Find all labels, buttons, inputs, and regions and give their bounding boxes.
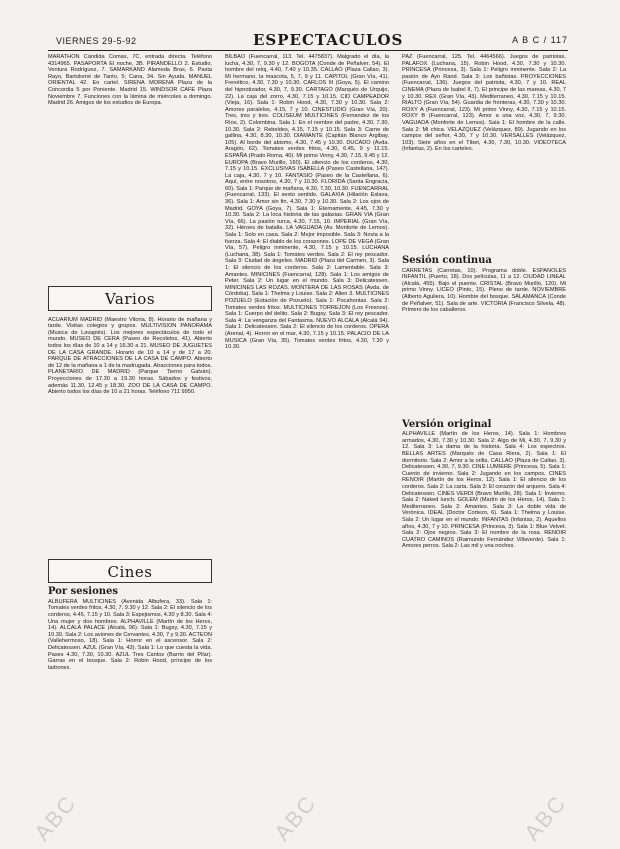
varios-heading: Varios [104, 290, 156, 308]
page-header [48, 30, 568, 48]
middle-column [225, 54, 389, 844]
cinema-listings-continued-text: PAZ (Fuencarral, 125. Tel. 4464566). Juegos de patriotas. PALAFOX (Luchana, 15). Robin Hood, 4.30, 7.30 y 10.30. PRINCESA (Princesa, 3). Sala 1: Peligro inminente. Sala 2: La pasión de Ayn Rand. Sala 3: Los bañistas. PROYECCIONES (Fuencarral, 136). Juegos del patriota, 4.30, 7 y 10. REAL CINEMA (Plaza de Isabel II, 7). El principe de las mareas, 4.30, 7 y 10.30. REX (Gran Vía, 43). Mediterraneo, 4.30, 7.15 y 10.15. RIALTO (Gran Vía, 54). Guardia de fronteras, 4.30, 7.30 y 10.30. ROXY A (Fuencarral, 123). Mi primo Vinny, 4.30, 7.15 y 10.15. ROXY B (Fuencarral, 123). Amor a una voz, 4.30, 7, 9.30. VAGUADA (Monforte de Lemos). Sala 1: El hombre de la calle. Sala 2: Mi chica. VELAZQUEZ (Velázquez, 89). Jugando en los campos del señor, 4.30, 7 y 10.30. VERSALLES (Velázquez, 103). Siete años en el Tíbet, 4.30, 7.30, 10.30. VIDEOTECA (Infantas, 2). En los carteles. [402, 54, 566, 153]
continua-listings [402, 268, 566, 418]
original-heading: Versión original [402, 418, 492, 430]
watermark-bottom-right: ABC [519, 790, 572, 846]
sesiones-heading: Por sesiones [48, 586, 119, 598]
cinema-listings-continued [402, 54, 566, 254]
section-title: ESPECTACULOS [253, 31, 404, 49]
theater-listings-text: MARATHON Cándida Comas, 7C, entrada directa. Teléfono 4314965. PASAPORTA El noche, 3B. PIRANDELLO 2. Estudio, Ventura Rodríguez, 7. SAMARKAND Alameda Bras, 6. Pasta Rayo, Bartolomé de Tanto, 5; Cana, 34. Sin Ayuda. MANUEL ORIENTAL 42. En cartel. SIRENA MORENA Plaza de la Concordia 5 por Poniente. Madrid 15. WINDSOR CAFE Plaza Noviembre 7. Funciones con la lámina de miércoles a domingo. Madrid 26. Amigos de los estudios de Europa. [48, 54, 212, 107]
varios-listings-text: ACUARIUM MADRID (Maestro Vitoria, 8). Horario de mañana y tarde. Visitas colegios y grupos. MULTIVISION PANORAMA (Musica de Lavapiés). Los mejores espectáculos de todo el mundo. MUSEO DE CERA (Paseo de Recoletos, 41). Abierto todos los días de 10 a 14 y 16.30 a 21. MUSEO DE JUGUETES DE LA CASA GRANDE. Horario de 10 a 14 y de 17 a 20. PARQUE DE ATRACCIONES DE LA CASA DE CAMPO. Abierto de 12 de la mañana a 1 de la madrugada. Atracciones para todos. PLANETARIO DE MADRID (Parque Tierno Galván). Proyecciones de 17.30 a 19.30 horas. Sábados y festivos, además 11.30, 12.45 y 18.30. ZOO DE LA CASA DE CAMPO. Abierto todos los días de 10 a 21 horas. Teléfono 711 9950. [48, 316, 212, 396]
original-listings [402, 431, 566, 821]
issue-date: VIERNES 29-5-92 [56, 36, 137, 46]
continua-heading: Sesión continua [402, 255, 492, 266]
page-number: A B C / 117 [512, 35, 568, 45]
varios-listings [48, 317, 212, 549]
sesiones-listings-text: ALBUFERA MULTICINES (Avenida Albufera, 33). Sala 1: Tomates verdes fritos, 4.30, 7, 9.30 y 12. Sala 2: El silencio de los corderos, 4.45, 7.15 y 10. Sala 3: Espejismos, 4.30 y 8.30. Sala 4: Una mujer y dos hombres. ALPHAVILLE (Martín de los Heros, 14). ALCALA PALACE (Alcalá, 96). Sala 1: Bugsy, 4.30, 7.15 y 10.30. Sala 2: Los aviones de Cervantes, 4.30, 7 y 9.30. ACTEON (Vallehermoso, 18). Sala 1: Horror en el ascensor. Sala 2: Delicatessen. AZUL (Gran Vía, 43). Sala 1: Lo que cuesta la vida. Pases 4.30, 7.30, 10.30. AZUL Tres Cantos (Barrio del Pilar). Garras en el bosque. Sala 2: Robin Hood, príncipe de los ladrones. [48, 598, 212, 671]
cinema-listings [225, 54, 389, 844]
left-column [48, 54, 212, 834]
watermark-bottom-center: ABC [269, 790, 322, 846]
cines-heading: Cines [107, 562, 153, 581]
theater-listings [48, 54, 212, 282]
header-rule [48, 50, 568, 51]
original-listings-text: ALPHAVILLE (Martín de los Heros, 14). Sala 1: Hombres armados, 4.30, 7.30 y 10.30. Sala 2: Algo de Mi, 4.30, 7, 9.30 y 12. Sala 3: La dama de la historia. Sala 4: Los espectros. BELLAS ARTES (Marqués de Casa Riera, 2). Sala 1: El dormitorio. Sala 2: Amor a la orilla. CALLAO (Plaza de Callao, 3). Delicatessen, 4.30, 7, 9.30. CINE LUMIERE (Princesa, 5). Sala 1: Cuento de invierno. Sala 2: Jugando en los campos. CINES RENOIR (Martín de los Heros, 12). Sala 1: El silencio de los corderos. Sala 2: La carta. Sala 3: El corazón del arquero. Sala 4: Delicatessen. CINES VERDI (Bravo Murillo, 28). Sala 1: Invierno. Sala 2: Naked lunch. GOLEM (Martín de los Heros, 14). Sala 1: Mediterraneo. Sala 2: Amantes. Sala 3: La doble vida de Verónica. IDEAL (Doctor Cortezo, 6). Sala 1: Thelma y Louise. Sala 2: Un lugar en el mundo. INFANTAS (Infantas, 2). Aquellos años, 4.30, 7 y 10. PRINCESA (Princesa, 3). Sala 1: Blue Velvet. Sala 2: Ojos negros. Sala 3: El nombre de la rosa. RENOIR CUATRO CAMINOS (Raimundo Fernández Villaverde). Sala 1: Amores perros. Sala 2: Las mil y una noches. [402, 431, 566, 550]
right-column [402, 54, 566, 844]
continua-listings-text: CARRETAS (Carretas, 10). Programa doble. ESPAÑOLES INFANTIL (Puerto, 18). Dos películas, 11 a 12. CIUDAD LINEAL (Alcalá, 455). Bajo el puente. CRISTAL (Bravo Murillo, 120). Mi primo Vinny. LICEO (Pinto, 15). Pleno de tarde. NOVIEMBRE (Alberto Aguilera, 10). Hombre del bosque. SALAMANCA (Conde de Peñalver, 51). Sala de arte. VICTORIA (Francisco Silvela, 48). Primero de los caballeros. [402, 267, 566, 314]
varios-heading-box [48, 286, 212, 311]
sesiones-listings [48, 599, 212, 809]
cinema-listings-text: BILBAO (Fuencarral, 113. Tel. 4475837). Malgrado el día, la lucha, 4.30, 7, 9.30 y 12. BOGOTA (Conde de Peñalver, 54). El hombre del reloj, 4.40, 7.40 y 10.35. CALLAO (Plaza Callao, 3). Mi hermano, la mascota, 5, 7, 9 y 11. CAPITOL (Gran Vía, 41). Frenético, 4.30, 7.30 y 10.30. CARLOS III (Goya, 5). El camino del hipnotizador, 4.30, 7, 9.30. CARTAGO (Marqués de Urquijo, 22). La caja del zorro, 4.30, 7.15 y 10.15. CID CAMPEADOR (Vieja, 16). Sala 1: Robin Hood, 4.30, 7.30 y 10.30. Sala 2: Amores paralelos, 4.15, 7 y 10. CINESTUDIO (Gran Vía, 20). Tres, tres y tres. COLISEUM MULTICINES (Fernandez de los Ríos, 2). Colombina. Sala 1: En el nombre del padre, 4.30, 7.30, 10.30. Sala 2: Rebeldes, 4.15, 7.15 y 10.15. Sala 3: Carne de gallina, 4.30, 8.30, 10.30. DIAMANTE (Capitán Blanco Argibay, 105). Al borde del abismo, 4.30, 7.45 y 10.30. DUCADO (Avda. Aragón, 62). Tomates verdes fritos, 4.30, 6.45, 9 y 11.15. ESPAÑA (Prado Roma, 40). Mi primo Vinny, 4.30, 7.15, 9.45 y 12. EUROPA (Bravo Murillo, 160). El silencio de los corderos, 4.30, 7.15 y 10.15. EXCLUSIVAS ISABELLA (Paseo Castellana, 147). La caja, 4.30, 7 y 10. FANTASIO (Paseo de la Castellana, 6). Aquí, entre nosotros, 4.30, 7 y 10.30. FLORIDA (Santa Engracia, 60). Sala 1: Parque de mañana, 4.30, 7.30, 10.30. FUENCARRAL (Fuencarral, 133). El sexto sentido. GALAXIA (Hilarión Eslava, 36). Sala 1: Amor sin fin, 4.30, 7.30 y 10.30. Sala 2: Los ojos de Madrid. GOYA (Goya, 7). Sala 1: Eternamente, 4.45, 7.30 y 10.30. Sala 2: La loca historia de las galaxias. GRAN VIA (Gran Vía, 66). La pasión turca, 4.30, 7.15, 10. IMPERIAL (Gran Vía, 32). Héroes de batalla. LA VAGUADA (Av. Monforte de Lemos). Sala 1: Solo en casa. Sala 2: Mejor imposible. Sala 3: Novia a la fuerza. Sala 4: El diablo de los corazones. LOPE DE VEGA (Gran Vía, 57). Peligro inminente, 4.30, 7.15 y 10.15. LUCHANA (Luchana, 38). Sala 1: Tomates verdes. Sala 2: El rey pescador. Sala 3: Ciudad de ángeles. MADRID (Plaza del Carmen, 3). Sala 1: El silencio de los corderos. Sala 2: Lamentable. Sala 3: Amantes. MINICINES (Fuencarral, 128). Sala 1: Los amigos de Peter. Sala 2: Un lugar en el mundo. Sala 3: Delicatessen. MINICINES LAS ROZAS. MONTERA DE LAS ROSAS (Avda. de Córdoba). Sala 1: Thelma y Louise. Sala 2: Alien 3. MULTICINES POZUELO (Estación de Pozuelo). Sala 1: Pocahontas. Sala 2: Tomates verdes fritos. MULTICINES TORREJON (Los Fresnos). Sala 1: Cuerpo del delito. Sala 2: Bugsy. Sala 3: El rey pescador. Sala 4: La venganza del Fantasma. NUEVO ALCALA (Alcalá 94). Sala 1: Delicatessen. Sala 2: El silencio de los corderos. OPERA (Arenal, 4). Horror en el mar, 4.30, 7.15 y 10.15. PALACIO DE LA MUSICA (Gran Vía, 35). Tomates verdes fritos, 4.30, 7.30 y 10.30. [225, 54, 389, 351]
watermark-bottom-left: ABC [29, 790, 82, 846]
cines-heading-box [48, 559, 212, 584]
